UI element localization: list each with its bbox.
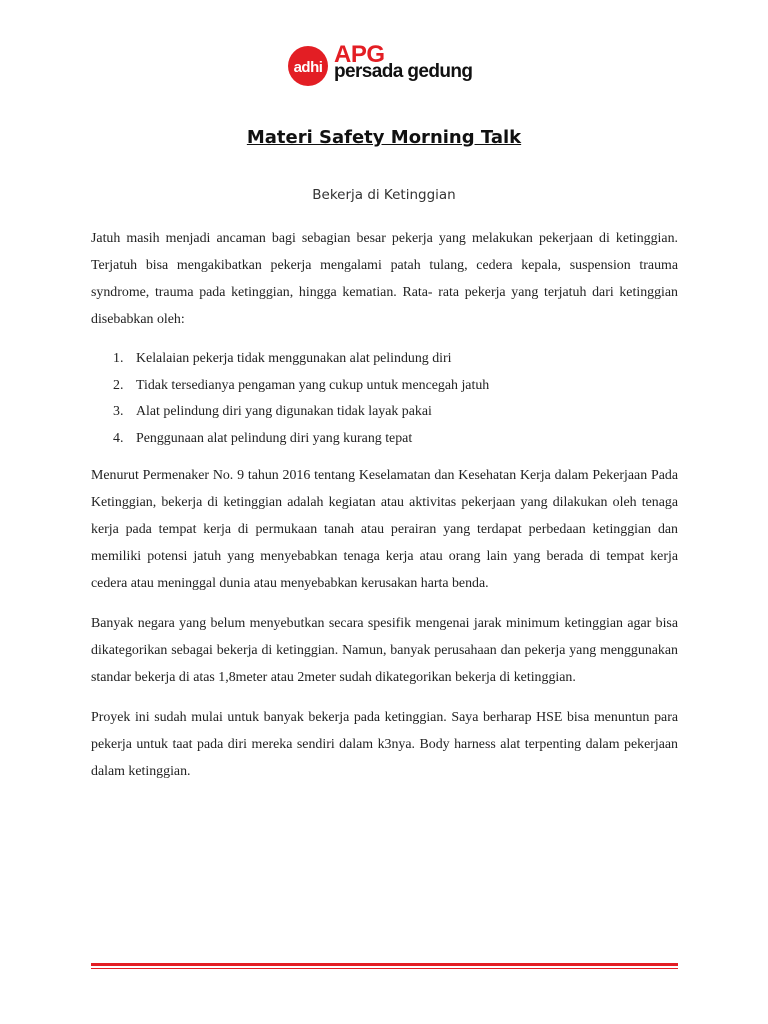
logo-sub-text: persada gedung xyxy=(334,61,473,82)
document-title: Materi Safety Morning Talk xyxy=(246,127,522,148)
project-paragraph: Proyek ini sudah mulai untuk banyak bekerja pada ketinggian. Saya berharap HSE bisa menuntun para pekerja untuk taat pada diri mereka sendiri dalam k3nya. Body harness alat terpenting dalam pekerjaan dalam ketinggian. xyxy=(91,710,678,779)
list-item-number: 3. xyxy=(113,404,124,419)
causes-list xyxy=(91,346,678,452)
footer-divider-thin xyxy=(91,968,678,969)
intro-paragraph: Jatuh masih menjadi ancaman bagi sebagian besar pekerja yang melakukan pekerjaan di ketinggian. Terjatuh bisa mengakibatkan pekerja mengalami patah tulang, cedera kepala, suspension trauma syndrome, trauma pada ketinggian, hingga kematian. Rata- rata pekerja yang terjatuh dari ketinggian disebabkan oleh: xyxy=(91,231,678,327)
footer-divider-thick xyxy=(91,963,678,966)
standard-paragraph: Banyak negara yang belum menyebutkan secara spesifik mengenai jarak minimum ketinggian agar bisa dikategorikan sebagai bekerja di ketinggian. Namun, banyak perusahaan dan pekerja yang menggunakan standar bekerja di atas 1,8meter atau 2meter sudah dikategorikan bekerja di ketinggian. xyxy=(91,616,678,685)
list-item-number: 1. xyxy=(113,351,124,366)
list-item xyxy=(91,426,678,453)
regulation-paragraph: Menurut Permenaker No. 9 tahun 2016 tentang Keselamatan dan Kesehatan Kerja dalam Pekerjaan Pada Ketinggian, bekerja di ketinggian adalah kegiatan atau aktivitas pekerjaan yang dilakukan oleh tenaga kerja pada tempat kerja di permukaan tanah atau perairan yang terdapat perbedaan ketinggian dan memiliki potensi jatuh yang menyebabkan tenaga kerja atau orang lain yang berada di tempat kerja cedera atau meninggal dunia atau menyebabkan kerusakan harta benda. xyxy=(91,468,678,591)
list-item-text: Alat pelindung diri yang digunakan tidak layak pakai xyxy=(136,404,432,419)
list-item-number: 4. xyxy=(113,430,124,446)
company-logo xyxy=(288,41,488,90)
document-subtitle: Bekerja di Ketinggian xyxy=(312,187,456,203)
logo-brand-text: APG xyxy=(334,41,385,68)
list-item-text: Penggunaan alat pelindung diri yang kurang tepat xyxy=(136,430,413,446)
document-body xyxy=(91,225,678,798)
logo-mark-text: adhi xyxy=(293,59,323,76)
list-item xyxy=(91,373,678,400)
list-item xyxy=(91,346,678,373)
list-item-number: 2. xyxy=(113,377,124,393)
list-item xyxy=(91,399,678,426)
list-item-text: Tidak tersedianya pengaman yang cukup untuk mencegah jatuh xyxy=(136,377,490,393)
list-item-text: Kelalaian pekerja tidak menggunakan alat pelindung diri xyxy=(136,351,452,366)
